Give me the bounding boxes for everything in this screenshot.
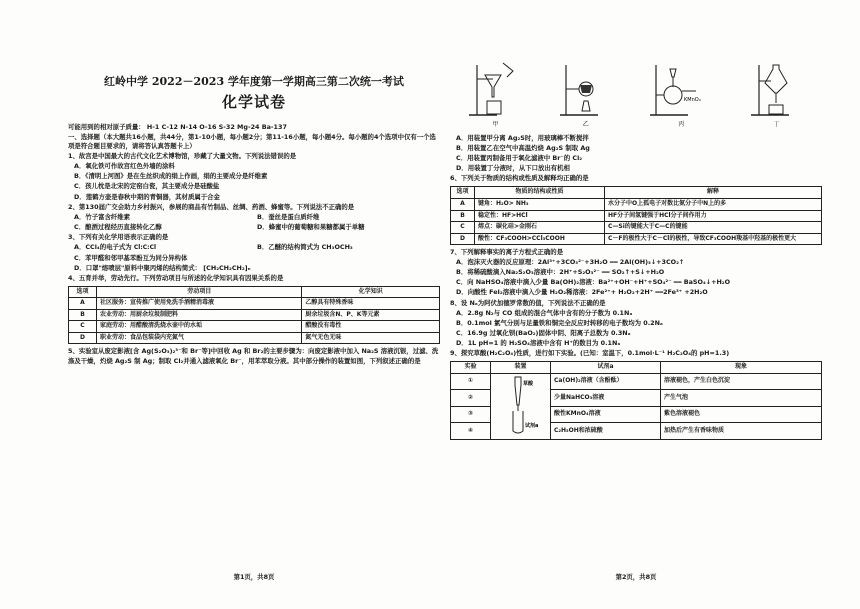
q8-option-b: B．0.1mol 氯气分别与足量铁和铜完全反应时转移的电子数均为 0.2Nₐ xyxy=(456,318,663,327)
q5-option-a: A．用装置甲分离 Ag₂S时，用玻璃棒不断搅拌 xyxy=(456,134,589,142)
q7-option-d: D．向酸性 FeI₂溶液中滴入少量 H₂O₂稀溶液：2Fe²⁺+ H₂O₂+2H⁺ ══2Fe³⁺ +2H₂O xyxy=(456,288,708,297)
q8-option-a: A．2.8g N₂与 CO 组成的混合气体中含有的分子数为 0.1Nₐ xyxy=(456,308,633,317)
q2-stem: 2、第130届广交会助力乡村振兴，参展的商品有竹制品、丝绸、药酒、蜂蜜等。下列说法不正确的是 xyxy=(68,202,355,211)
q9-cell: ① xyxy=(451,373,491,390)
q2-option-b: B．蚕丝是蛋白质纤维 xyxy=(257,212,320,221)
oxalic-acid-label: 草酸 xyxy=(522,380,533,387)
q4-table xyxy=(68,286,440,345)
q8-option-c: C．16.9g 过氧化钡(BaO₂)固体中阴、阳离子总数为 0.3Nₐ xyxy=(456,328,631,337)
page-1-footer: 第1页，共8页 xyxy=(233,572,275,581)
q6-cell: C xyxy=(451,222,475,234)
q9-cell: 溶液褪色，产生白色沉淀 xyxy=(661,373,822,390)
q6-header-row xyxy=(451,187,822,199)
q5-option-d: D．用装置丁分液时，从下口放出有机相 xyxy=(456,164,570,173)
table-row xyxy=(451,210,822,222)
apparatus-label-jia: 甲 xyxy=(492,121,499,129)
q4-cell: 氮气无色无味 xyxy=(302,332,440,344)
q9-cell: 少量NaHCO₃溶液 xyxy=(551,390,661,407)
q8-stem: 8、设 Nₐ为阿伏加德罗常数的值，下列说法不正确的是 xyxy=(450,298,606,307)
q6-cell: 键角：H₂O> NH₃ xyxy=(475,198,605,210)
section1-intro: 一、选择题（本大题共16小题，共44分，第1-10小题，每小题2分；第11-16小题，每小题4分。每小题的4个选项中仅有一个选项是符合题目要求的，请将答认真答题卡上） xyxy=(68,133,436,151)
q6-stem: 6、下列关于物质的结构或性质及解释均正确的是 xyxy=(450,174,589,183)
q4-cell: 家庭劳动：用醋酸清洗烧水壶中的水垢 xyxy=(97,321,302,333)
q4-cell: 社区服务：宣传推广使用免洗手酒精消毒液 xyxy=(97,298,302,310)
q7-option-c: C．向 NaHSO₄溶液中滴入少量 Ba(OH)₂溶液：Ba²⁺+OH⁻+H⁺+SO₄²⁻ ══ BaSO₄↓+H₂O xyxy=(456,278,731,287)
apparatus-ding xyxy=(749,61,805,130)
q2-option-d: D．蜂蜜中的葡萄糖和果糖都属于单糖 xyxy=(257,222,365,231)
q4-cell: B xyxy=(69,309,97,321)
q9-header-reagent: 试剂a xyxy=(551,362,661,374)
ccl4-electron-formula: Cl:C:Cl xyxy=(133,244,157,252)
q9-header-apparatus: 装置 xyxy=(491,362,551,374)
q7-option-a: A．泡沫灭火器的反应原理：2Al³⁺+3CO₃²⁻+3H₂O ══ 2Al(OH)₃↓+3CO₂↑ xyxy=(456,258,685,267)
q6-cell: D xyxy=(451,233,475,245)
kmno4-label: KMnO₄ xyxy=(684,97,701,104)
q9-cell: ④ xyxy=(451,423,491,440)
q2-option-a: A．竹子富含纤维素 xyxy=(74,212,131,221)
q6-table xyxy=(450,186,822,245)
q9-header-phenomenon: 现象 xyxy=(661,362,822,374)
q6-header-explanation: 解释 xyxy=(605,187,822,199)
q2-options-row2 xyxy=(74,223,440,232)
q1-option-d: D．莲鹤方壶是春秋中期的青铜器，其材质属于合金 xyxy=(74,192,220,201)
chlorine-generator-figure xyxy=(648,61,714,119)
q2-option-c: C．酿酒过程经历直接转化乙醇 xyxy=(74,222,162,231)
q6-header-property: 物质的结构或性质 xyxy=(475,187,605,199)
q4-header-option: 选项 xyxy=(69,286,97,298)
q9-cell: 产生气泡 xyxy=(661,390,822,407)
q9-cell: C₂H₅OH和浓硫酸 xyxy=(551,423,661,440)
q3-option-d: D．口罩"熔喷层"原料中聚丙烯的结构简式： [CH₂CH₂CH₂]ₙ xyxy=(74,263,251,272)
q9-table xyxy=(450,361,822,440)
separatory-funnel-figure xyxy=(749,61,805,119)
q4-cell: 乙醇具有特殊香味 xyxy=(302,298,440,310)
atomic-masses: 可能用到的相对原子质量： H-1 C-12 N-14 O-16 S-32 Mg-24 Ba-137 xyxy=(68,122,287,131)
exam-page-1 xyxy=(68,60,440,588)
q7-option-b: B．将稀硫酸滴入Na₂S₂O₃溶液中：2H⁺+S₂O₃²⁻ ══ SO₂↑+S↓+H₂O xyxy=(456,268,665,277)
apparatus-bing xyxy=(648,61,714,130)
q6-cell: 熔点：碳化硅>金刚石 xyxy=(475,222,605,234)
crucible-apparatus-figure xyxy=(558,61,614,119)
q6-cell: 稳定性：HF>HCl xyxy=(475,210,605,222)
q4-cell: D xyxy=(69,332,97,344)
q6-cell: 水分子中O上孤电子对数比氨分子中N上的多 xyxy=(605,198,822,210)
table-row xyxy=(69,309,440,321)
q9-cell: ③ xyxy=(451,406,491,423)
q3-options-row1 xyxy=(74,243,440,253)
q7-stem: 7、下列解释事实的离子方程式正确的是 xyxy=(450,248,564,257)
q9-apparatus-figure-cell xyxy=(491,373,551,440)
q9-header-row xyxy=(451,362,822,374)
q6-cell: C－F的极性大于C－Cl的极性，导致CF₃COOH羧基中羟基的极性更大 xyxy=(605,233,822,245)
q3-option-b: B．乙醚的结构简式为 CH₃OCH₃ xyxy=(257,243,353,252)
exam-title: 红岭中学 2022－2023 学年度第一学期高三第二次统一考试 xyxy=(104,75,404,88)
apparatus-yi xyxy=(558,61,614,130)
q6-cell: HF分子间氢键强于HCl分子间作用力 xyxy=(605,210,822,222)
q5-option-c: C．用装置丙制备用于氧化滤液中 Br⁻的 Cl₂ xyxy=(456,154,583,163)
apparatus-jia xyxy=(467,61,523,130)
q9-header-experiment: 实验 xyxy=(451,362,491,374)
polypropylene-formula: [CH₂CH₂CH₂]ₙ xyxy=(203,263,251,272)
exam-subject: 化学试卷 xyxy=(221,92,286,111)
q4-cell: C xyxy=(69,321,97,333)
apparatus-label-ding: 丁 xyxy=(773,121,780,129)
table-row xyxy=(451,198,822,210)
oxalic-acid-dropper-figure xyxy=(497,375,545,435)
q9-stem: 9、探究草酸(H₂C₂O₄)性质，进行如下实验。(已知：室温下，0.1mol·L⁻¹ H₂C₂O₄的 pH=1.3) xyxy=(450,348,730,357)
q1-stem: 1、故宫是中国最大的古代文化艺术博物馆，珍藏了大量文物。下列说法错误的是 xyxy=(68,152,297,161)
q2-options-row1 xyxy=(74,213,440,222)
q6-cell: 酸性：CF₃COOH>CCl₃COOH xyxy=(475,233,605,245)
q1-option-b: B．《清明上河图》是在生丝织成的绢上作画，绢的主要成分是纤维素 xyxy=(74,172,268,181)
q3-stem: 3、下列有关化学用语表示正确的是 xyxy=(68,232,169,241)
q4-cell: A xyxy=(69,298,97,310)
q1-option-c: C．孩儿枕是北宋的定窑白瓷，其主要成分是硅酸盐 xyxy=(74,182,220,191)
q6-header-option: 选项 xyxy=(451,187,475,199)
table-row xyxy=(69,321,440,333)
q4-cell: 厨余垃圾含N、P、K等元素 xyxy=(302,309,440,321)
q4-cell: 职业劳动：食品包装袋内充氮气 xyxy=(97,332,302,344)
table-row xyxy=(69,332,440,344)
q4-stem: 4、五育并举，劳动先行。下列劳动项目与所述的化学知识具有因果关系的是 xyxy=(68,273,284,282)
q1-option-a: A．氧化铁可作故宫红色外墙的涂料 xyxy=(74,162,175,171)
apparatus-figures xyxy=(450,60,822,130)
q9-cell: 酸性KMnO₄溶液 xyxy=(551,406,661,423)
q4-header-activity: 劳动项目 xyxy=(97,286,302,298)
q8-option-d: D．1L pH=1 的 H₂SO₄溶液中含有 H⁺的数目为 0.1Nₐ xyxy=(456,338,621,347)
q5-option-b: B．用装置乙在空气中高温灼烧 Ag₂S 制取 Ag xyxy=(456,144,590,153)
table-row xyxy=(451,373,822,390)
table-row xyxy=(451,222,822,234)
q6-cell: B xyxy=(451,210,475,222)
exam-page-2 xyxy=(450,60,822,588)
q6-cell: C—Si的键能大于C—C的键能 xyxy=(605,222,822,234)
q9-cell: Ca(OH)₂溶液（含酚酞） xyxy=(551,373,661,390)
q9-cell: 加热后产生有香味物质 xyxy=(661,423,822,440)
q6-cell: A xyxy=(451,198,475,210)
q4-header-row xyxy=(69,286,440,298)
q3-option-a: A．CCl₄的电子式为 Cl:C:Cl xyxy=(74,243,157,252)
q4-cell: 农业劳动：用厨余垃圾制肥料 xyxy=(97,309,302,321)
q3-option-c: C．苯甲醛和邻甲基苯酚互为同分异构体 xyxy=(74,253,188,262)
q4-cell: 醋酸没有毒性 xyxy=(302,321,440,333)
page-2-footer: 第2页，共8页 xyxy=(615,572,657,581)
filtration-apparatus-figure xyxy=(467,61,523,119)
q4-header-knowledge: 化学知识 xyxy=(302,286,440,298)
q5-stem: 5、实验室从废定影液[含 Ag(S₂O₃)₂³⁻和 Br⁻等]中回收 Ag 和 Br₂的主要步骤为：向废定影液中加入 Na₂S 溶液沉银，过滤、洗涤及干燥，灼烧 Ag₂S 制 Ag；制取 Cl₂并通入滤液氧化 Br⁻，用苯萃取分液。其中部分操作的装置如图，下列叙述正确的是 xyxy=(68,347,439,365)
apparatus-label-yi: 乙 xyxy=(582,121,589,129)
reagent-a-label: 试剂a xyxy=(524,422,538,429)
table-row xyxy=(69,298,440,310)
q9-cell: 紫色溶液褪色 xyxy=(661,406,822,423)
table-row xyxy=(451,233,822,245)
q9-cell: ② xyxy=(451,390,491,407)
apparatus-label-bing: 丙 xyxy=(678,121,685,129)
